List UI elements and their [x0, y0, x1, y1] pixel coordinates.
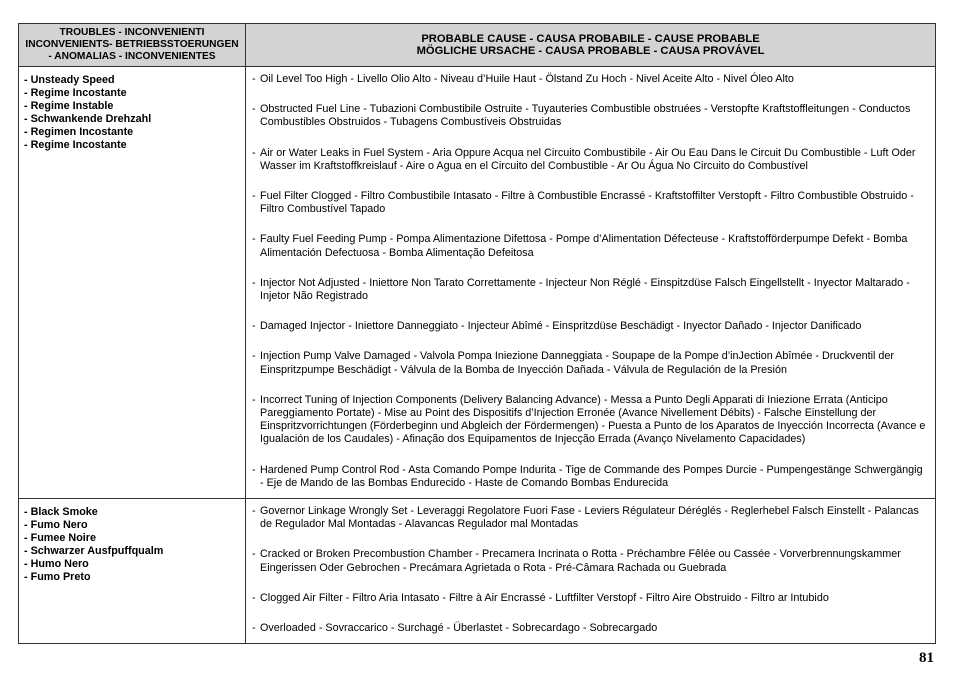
cause-item: [252, 320, 929, 333]
table-row: [19, 499, 936, 644]
cause-text: Clogged Air Filter - Filtro Aria Intasato - Filtre à Air Encrassé - Luftfilter Verstopf - Filtro Aire Obstruido - Filtro ar Intubido: [260, 591, 829, 604]
cause-text: Governor Linkage Wrongly Set - Leveraggi Regolatore Fuori Fase - Leviers Régulateur Déréglés - Reglerhebel Falsch Einstellt - Palancas de Regulador Mal Montadas - Alavancas Regulador mal Montadas: [260, 505, 919, 531]
causes-header-line: MÖGLICHE URSACHE - CAUSA PROBABLE - CAUSA PROVÁVEL: [416, 45, 765, 57]
troubleshooting-page: [18, 23, 936, 644]
bullet-dash: -: [252, 103, 256, 116]
bullet-dash: -: [252, 320, 256, 333]
causes-header: [246, 24, 936, 67]
cause-item: [252, 233, 929, 259]
symptom-label: - Schwarzer Ausfpuffqualm: [24, 544, 164, 557]
bullet-dash: -: [252, 393, 256, 406]
cause-item: [252, 147, 929, 173]
symptom-label: - Schwankende Drehzahl: [24, 112, 152, 125]
symptom-label: - Regime Instable: [24, 99, 114, 112]
bullet-dash: -: [252, 548, 256, 561]
symptoms-cell-unsteady-speed: [19, 67, 246, 499]
causes-cell-black-smoke: [246, 499, 936, 644]
page-number: 81: [919, 650, 934, 666]
symptom-label: - Fumo Preto: [24, 570, 91, 583]
cause-text: Incorrect Tuning of Injection Components (Delivery Balancing Advance) - Messa a Punto Degli Apparati di Iniezione Errata (Anticipo Pareggiamento Portate) - Mise au Point des Dispositifs d’Injection Erronée (Avance Nivellement Débits) - Falsche Einstellung der Einspritzvorrichtungen (Förderbeginn und Abgleich der Fördermengen) - Puesta a Punto de los Aparatos de Inyección Incorrecta (Avance e Igualación de los Caudales) - Afinação dos Equipamentos de Injecção Errada (Avanço Nivelamento Capacidades): [260, 393, 926, 446]
cause-item: [252, 592, 929, 605]
cause-item: [252, 350, 929, 376]
cause-item: [252, 394, 929, 447]
cause-text: Obstructed Fuel Line - Tubazioni Combustibile Ostruite - Tuyauteries Combustible obstruées - Verstopfte Kraftstoffleitungen - Conductos Combustibles Obstruidos - Tubagens Combustíveis Obstruidas: [260, 103, 911, 129]
causes-cell-unsteady-speed: [246, 67, 936, 499]
cause-text: Faulty Fuel Feeding Pump - Pompa Alimentazione Difettosa - Pompe d’Alimentation Défecteuse - Kraftstofförderpumpe Defekt - Bomba Alimentación Defectuosa - Bomba Alimentação Defeitosa: [260, 233, 908, 259]
cause-item: [252, 103, 929, 129]
bullet-dash: -: [252, 73, 256, 85]
symptom-label: - Black Smoke: [24, 506, 98, 519]
cause-text: Air or Water Leaks in Fuel System - Aria Oppure Acqua nel Circuito Combustibile - Air Ou Eau Dans le Circuit Du Combustible - Luft Oder Wasser im Kraftstoffkreislauf - Aire o Agua en el Circuito del Combustible - Ar Ou Água No Circuito do Combustível: [260, 146, 916, 172]
cause-item: [252, 73, 929, 86]
symptom-label: - Regime Incostante: [24, 86, 127, 99]
symptom-label: - Fumo Nero: [24, 518, 88, 531]
cause-text: Oil Level Too High - Livello Olio Alto - Niveau d’Huile Haut - Ölstand Zu Hoch - Nivel Aceite Alto - Nivel Óleo Alto: [260, 73, 794, 85]
bullet-dash: -: [252, 146, 256, 159]
cause-item: [252, 464, 929, 490]
symptom-label: - Regime Incostante: [24, 138, 127, 151]
bullet-dash: -: [252, 190, 256, 203]
troubles-header-line: - ANOMALIAS - INCONVENIENTES: [48, 51, 216, 62]
bullet-dash: -: [252, 505, 256, 518]
bullet-dash: -: [252, 622, 256, 635]
cause-item: [252, 190, 929, 216]
causes-header-line: PROBABLE CAUSE - CAUSA PROBABILE - CAUSE PROBABLE: [421, 33, 760, 45]
cause-text: Hardened Pump Control Rod - Asta Comando Pompe Indurita - Tige de Commande des Pompes Durcie - Pumpengestänge Schwergängig - Eje de Mando de las Bombas Endurecido - Haste de Comando Bombas Endurecida: [260, 463, 923, 489]
symptoms-cell-black-smoke: [19, 499, 246, 644]
cause-text: Overloaded - Sovraccarico - Surchagé - Überlastet - Sobrecardago - Sobrecargado: [260, 622, 658, 635]
bullet-dash: -: [252, 463, 256, 476]
cause-item: [252, 622, 929, 635]
symptom-label: - Fumee Noire: [24, 531, 96, 544]
symptom-label: - Humo Nero: [24, 557, 89, 570]
bullet-dash: -: [252, 233, 256, 246]
cause-text: Fuel Filter Clogged - Filtro Combustibile Intasato - Filtre à Combustible Encrassé - Kraftstoffilter Verstopft - Filtro Combustible Obstruido - Filtro Combustível Tapado: [260, 190, 914, 216]
bullet-dash: -: [252, 276, 256, 289]
cause-text: Damaged Injector - Iniettore Danneggiato - Injecteur Abîmé - Einspritzdüse Beschädigt - Inyector Dañado - Injector Danificado: [260, 320, 862, 333]
cause-item: [252, 277, 929, 303]
symptom-label: - Unsteady Speed: [24, 74, 115, 86]
bullet-dash: -: [252, 350, 256, 363]
cause-item: [252, 548, 929, 574]
symptom-label: - Regimen Incostante: [24, 125, 134, 138]
troubles-header-line: TROUBLES - INCONVENIENTI: [59, 27, 205, 38]
table-row: [19, 67, 936, 499]
troubles-header-line: INCONVENIENTS- BETRIEBSSTOERUNGEN: [25, 39, 239, 50]
cause-text: Injector Not Adjusted - Iniettore Non Tarato Correttamente - Injecteur Non Réglé - Einspitzdüse Falsch Eingellstellt - Inyector Maltarado - Injetor Não Registrado: [260, 276, 910, 303]
troubleshooting-table: [18, 23, 936, 644]
cause-item: [252, 505, 929, 531]
bullet-dash: -: [252, 591, 256, 604]
troubles-header: [19, 24, 246, 67]
cause-text: Injection Pump Valve Damaged - Valvola Pompa Iniezione Danneggiata - Soupape de la Pompe d’inJection Abîmée - Druckventil der Einspritzpumpe Beschädigt - Válvula de la Bomba de Inyección Dañada - Válvula de Regulación de la Presión: [260, 350, 894, 376]
cause-text: Cracked or Broken Precombustion Chamber - Precamera Incrinata o Rotta - Préchambre Fêlée ou Cassée - Vorverbrennungskammer Eingerissen Oder Gebrochen - Precámara Agrietada o Rota - Pré-Câmara Rachada ou Guebrada: [260, 548, 901, 574]
table-header-row: [19, 24, 936, 67]
